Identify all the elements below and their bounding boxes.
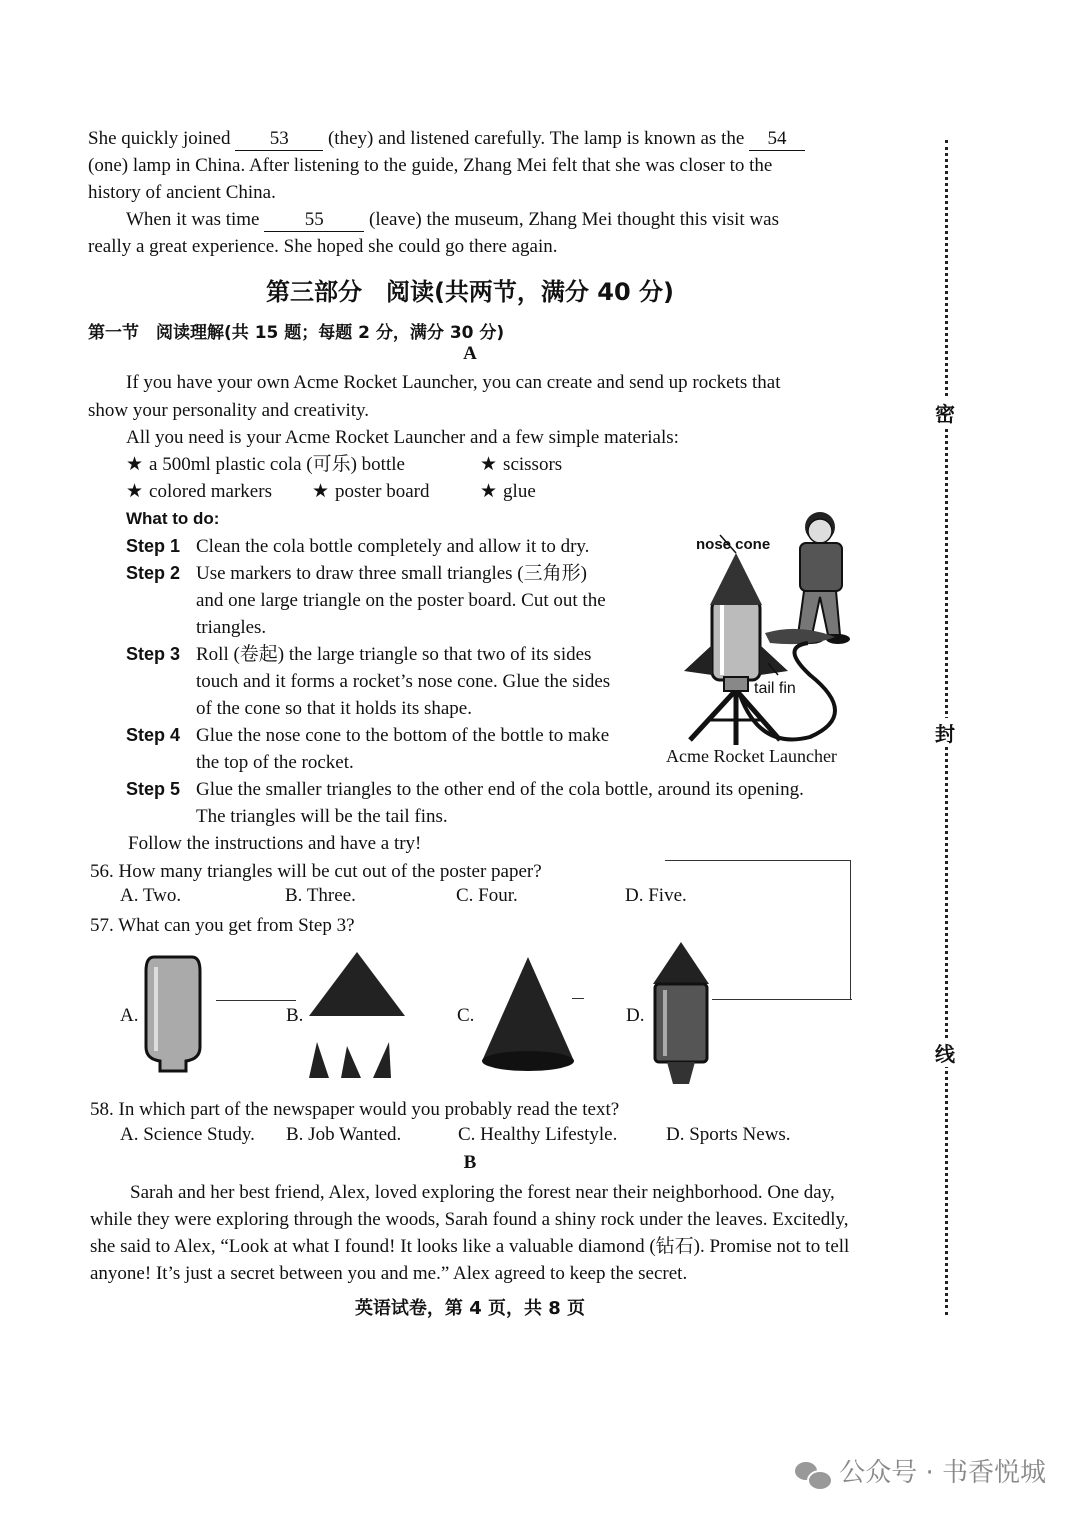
seal-char-xian: 线 [935,1038,955,1067]
blank-55: 55 [264,209,364,232]
cloze-line-3: history of ancient China. [88,182,276,203]
watermark: 公众号 · 书香悦城 [795,1452,1046,1489]
q57-option-b[interactable]: B. [286,1005,304,1026]
passage-b-line: while they were exploring through the woods, Sarah found a shiny rock under the leaves. Excitedly, [90,1209,849,1230]
passage-a-label: A [463,343,477,364]
step-text: Glue the nose cone to the bottom of the bottle to make [196,725,610,746]
question-58: 58. In which part of the newspaper would you probably read the text? [90,1099,620,1120]
q57-option-a[interactable]: A. [120,1005,139,1026]
seal-char-feng: 封 [935,718,955,747]
star-icon: ★ [312,480,330,502]
q56-option-b[interactable]: B. Three. [285,885,356,906]
step-label: Step 1 [126,536,181,556]
step-label: Step 4 [126,725,181,745]
step-text: the top of the rocket. [196,752,354,773]
cloze-line-1: She quickly joined 53 (they) and listened carefully. The lamp is known as the 54 [88,125,805,152]
q58-option-c[interactable]: C. Healthy Lifestyle. [458,1124,618,1145]
tail-fin-label: tail fin [754,680,796,697]
frame-line [712,999,852,1000]
passage-a-p1b: show your personality and creativity. [88,400,370,421]
passage-b-line: anyone! It’s just a secret between you and me.” Alex agreed to keep the secret. [90,1263,688,1284]
star-icon: ★ [126,480,144,502]
q58-option-d[interactable]: D. Sports News. [666,1124,791,1145]
page-footer: 英语试卷，第 4 页，共 8 页 [354,1298,586,1319]
follow-instructions: Follow the instructions and have a try! [128,833,422,854]
star-icon: ★ [480,453,498,475]
figure-caption: Acme Rocket Launcher [666,746,837,766]
step-text: of the cone so that it holds its shape. [196,698,472,719]
step-text: The triangles will be the tail fins. [196,806,448,827]
step-text: touch and it forms a rocket’s nose cone. Glue the sides [196,671,611,692]
q56-option-d[interactable]: D. Five. [625,885,687,906]
material-item: ★ glue [480,480,536,502]
step-text: triangles. [196,617,267,638]
star-icon: ★ [126,453,144,475]
q58-option-a[interactable]: A. Science Study. [120,1124,255,1145]
frame-line [665,860,851,861]
cloze-line-2: (one) lamp in China. After listening to the guide, Zhang Mei felt that she was closer to the [88,155,773,176]
step-text: Clean the cola bottle completely and allow it to dry. [196,536,590,557]
step-label: Step 5 [126,779,181,799]
wechat-icon [795,1460,831,1488]
bottle-image [142,955,204,1075]
section1-title: 第一节 阅读理解(共 15 题；每题 2 分，满分 30 分) [88,323,505,343]
q57-option-c[interactable]: C. [457,1005,475,1026]
cloze-line-5: really a great experience. She hoped she could go there again. [88,236,558,257]
frame-line [850,860,851,1000]
rocket-image [645,940,717,1088]
part3-title: 第三部分 阅读(共两节，满分 40 分) [265,278,675,306]
step-text: Glue the smaller triangles to the other end of the cola bottle, around its opening. [196,779,804,800]
frame-line [216,1000,296,1001]
q57-option-d[interactable]: D. [626,1005,645,1026]
passage-b-line: Sarah and her best friend, Alex, loved exploring the forest near their neighborhood. One day, [130,1182,835,1203]
q58-option-b[interactable]: B. Job Wanted. [286,1124,402,1145]
step-text: and one large triangle on the poster board. Cut out the [196,590,606,611]
blank-54: 54 [749,128,805,151]
q56-option-a[interactable]: A. Two. [120,885,182,906]
material-item: ★ poster board [312,480,430,502]
seal-char-mi: 密 [935,398,955,427]
material-item: ★ colored markers [126,480,272,502]
passage-a-p2: All you need is your Acme Rocket Launcher and a few simple materials: [126,427,679,448]
question-56: 56. How many triangles will be cut out of the poster paper? [90,861,542,882]
triangles-image [305,950,410,1082]
step-label: Step 2 [126,563,181,583]
step-label: Step 3 [126,644,181,664]
blank-53: 53 [235,128,323,151]
star-icon: ★ [480,480,498,502]
material-item: ★ scissors [480,453,563,475]
q56-option-c[interactable]: C. Four. [456,885,518,906]
passage-b-label: B [463,1152,477,1173]
step-text: Roll (卷起) the large triangle so that two of its sides [196,644,592,665]
nose-cone-label: nose cone [696,536,771,553]
passage-a-p1a: If you have your own Acme Rocket Launcher, you can create and send up rockets that [126,372,781,393]
what-to-do-heading: What to do: [126,509,220,528]
material-item: ★ a 500ml plastic cola (可乐) bottle [126,453,405,475]
question-57: 57. What can you get from Step 3? [90,915,355,936]
passage-b-line: she said to Alex, “Look at what I found! It looks like a valuable diamond (钻石). Promise not to tell [90,1236,850,1257]
cloze-line-4: When it was time 55 (leave) the museum, Zhang Mei thought this visit was [126,209,780,230]
cone-image [478,955,578,1075]
step-text: Use markers to draw three small triangles (三角形) [196,563,587,584]
